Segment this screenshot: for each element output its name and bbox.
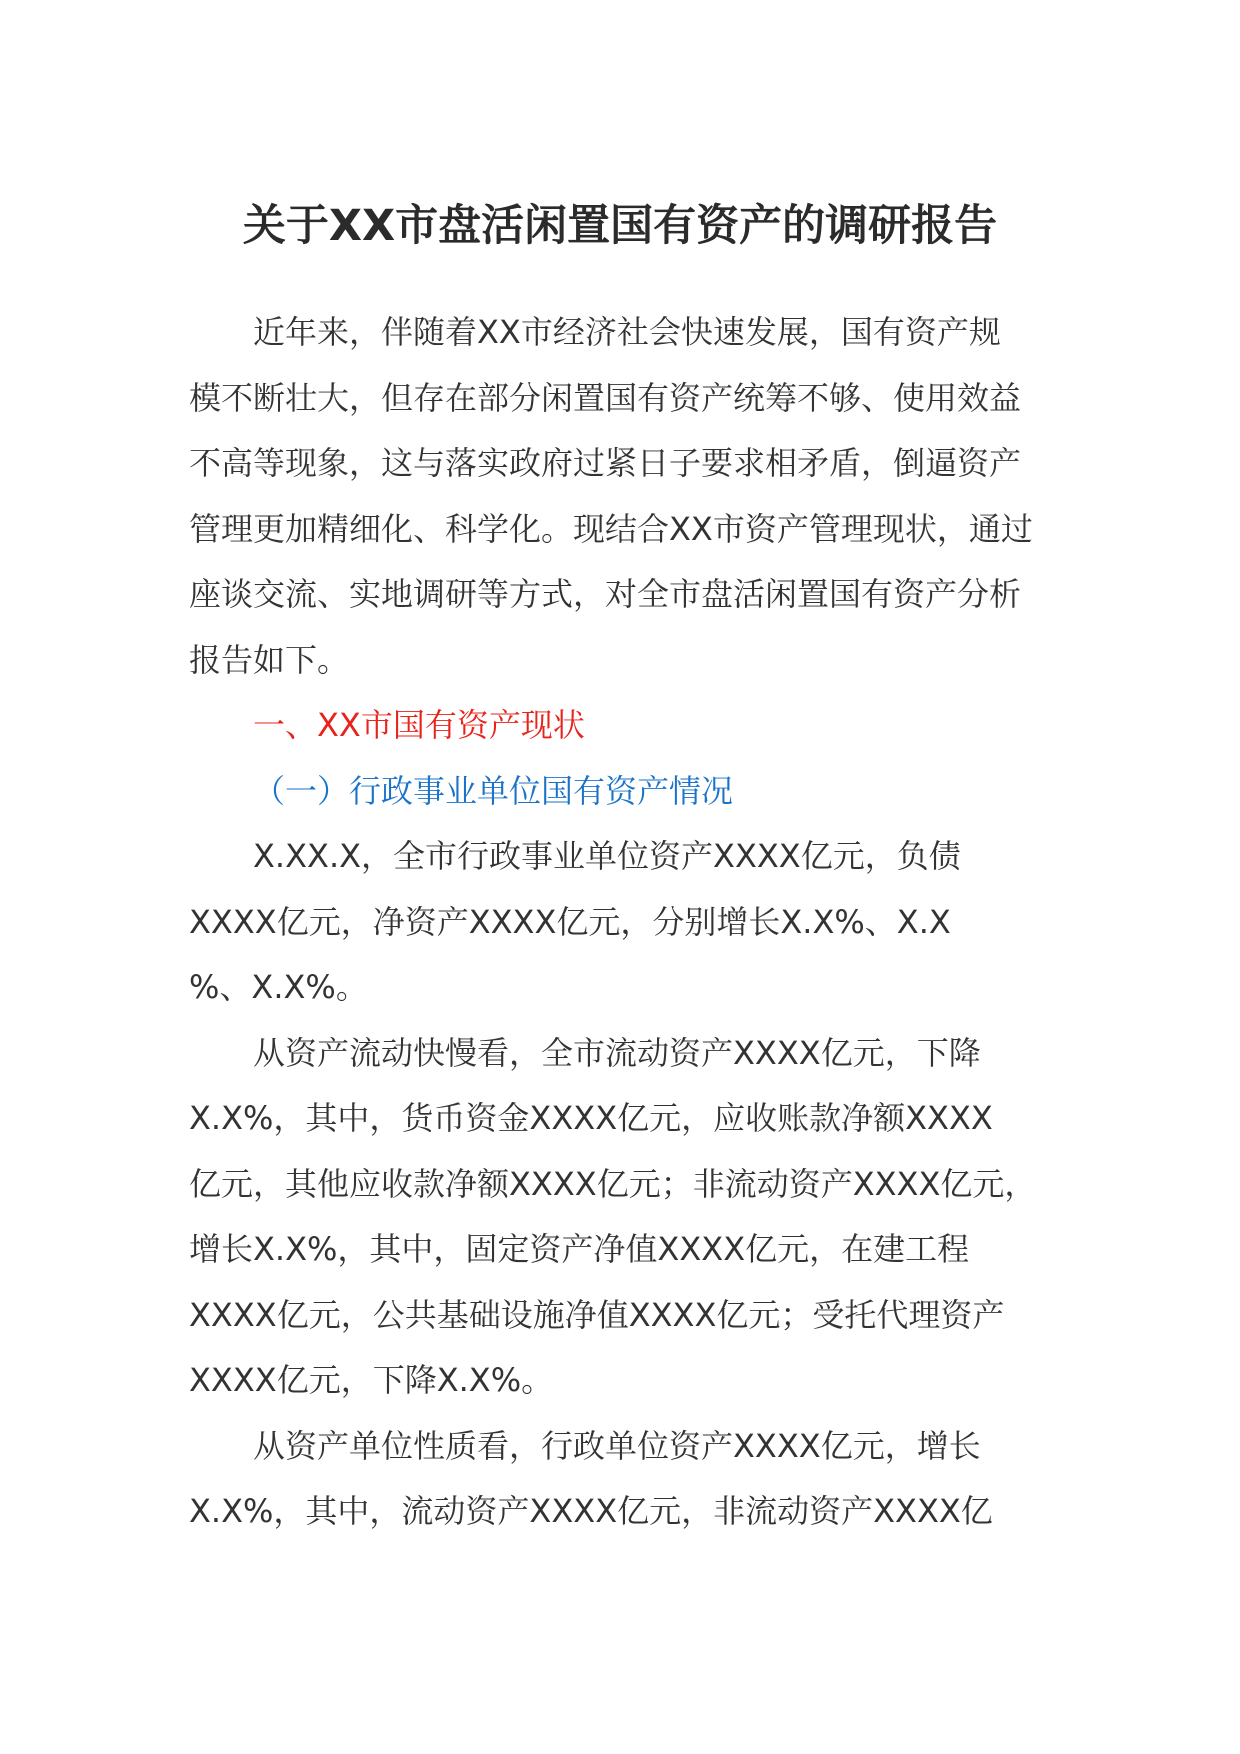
text-line: 不高等现象，这与落实政府过紧日子要求相矛盾，倒逼资产 — [189, 444, 1022, 482]
subsection-heading: （一）行政事业单位国有资产情况 — [253, 771, 734, 810]
text-line: XXXX亿元，下降X.X%。 — [189, 1361, 554, 1399]
text-line: X.X%，其中，货币资金XXXX亿元，应收账款净额XXXX — [189, 1099, 993, 1137]
text-line: 从资产流动快慢看，全市流动资产XXXX亿元，下降 — [253, 1033, 981, 1072]
text-line: 亿元，其他应收款净额XXXX亿元；非流动资产XXXX亿元， — [189, 1164, 1037, 1203]
text-line: 模不断壮大，但存在部分闲置国有资产统筹不够、使用效益 — [189, 378, 1022, 417]
section-heading: 一、XX市国有资产现状 — [253, 706, 585, 744]
text-line: 近年来，伴随着XX市经济社会快速发展，国有资产规 — [253, 313, 1001, 351]
text-line: XXXX亿元，净资产XXXX亿元，分别增长X.X%、X.X — [189, 902, 951, 941]
text-line: 座谈交流、实地调研等方式，对全市盘活闲置国有资产分析 — [189, 575, 1022, 613]
text-line: 管理更加精细化、科学化。现结合XX市资产管理现状，通过 — [189, 509, 1033, 548]
text-line: 从资产单位性质看，行政单位资产XXXX亿元，增长 — [253, 1426, 981, 1465]
paragraph-liquidity — [189, 1021, 1069, 1414]
document-body — [189, 300, 1069, 1545]
text-line: XXXX亿元，公共基础设施净值XXXX亿元；受托代理资产 — [189, 1295, 1005, 1334]
text-line: 增长X.X%，其中，固定资产净值XXXX亿元，在建工程 — [189, 1230, 970, 1268]
text-line: X.XX.X，全市行政事业单位资产XXXX亿元，负债 — [253, 837, 961, 875]
text-line: 报告如下。 — [189, 640, 350, 679]
paragraph-summary — [189, 824, 1069, 1021]
text-line: X.X%，其中，流动资产XXXX亿元，非流动资产XXXX亿 — [189, 1492, 993, 1530]
text-line: %、X.X%。 — [189, 968, 368, 1006]
intro-paragraph — [189, 300, 1069, 693]
document-title: 关于XX市盘活闲置国有资产的调研报告 — [242, 201, 998, 251]
paragraph-unit-nature — [189, 1414, 1069, 1545]
